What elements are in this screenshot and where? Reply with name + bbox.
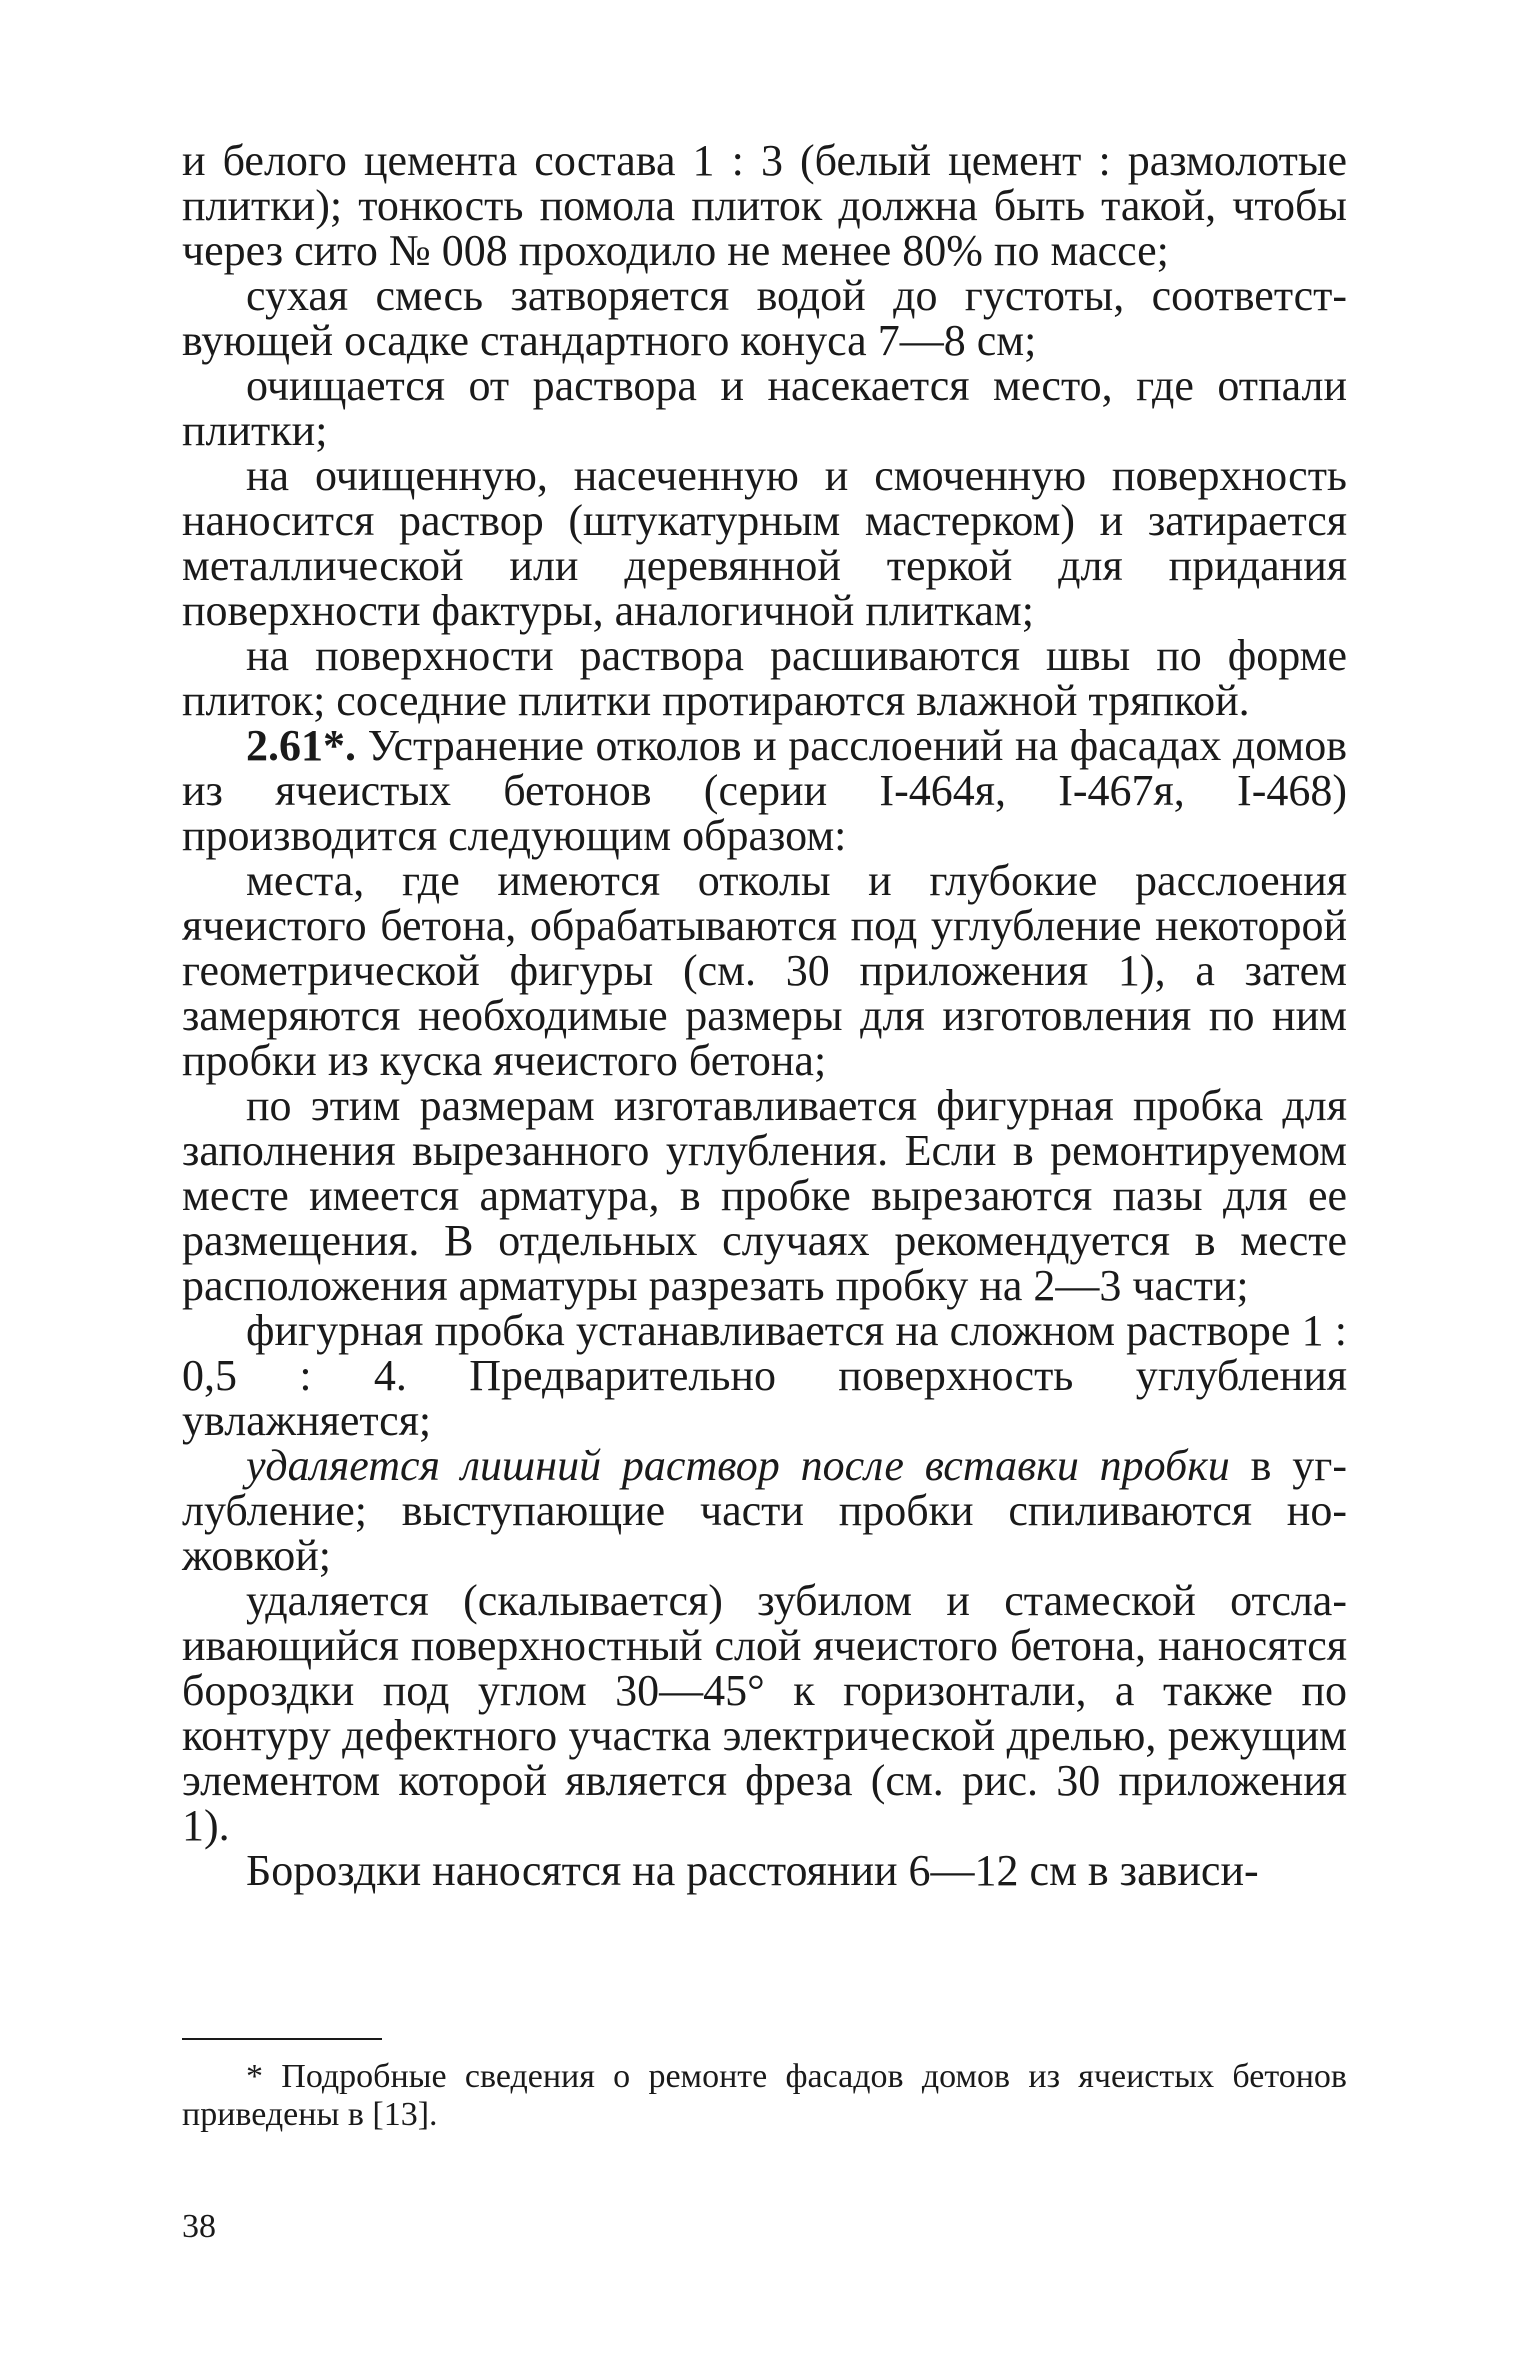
paragraph-4: на очищенную, насеченную и смоченную поверхность наносится раствор (штукатурным мастерком) и затирается металлической или деревянной теркой для придания поверхности фактуры, аналогичной плиткам; <box>182 451 1347 635</box>
paragraph-1: и белого цемента состава 1 : 3 (белый цемент : размолотые плитки); тонкость помола плиток должна быть такой, чтобы через сито № 008 проходило не менее 80% по массе; <box>182 136 1347 275</box>
paragraph-8: по этим размерам изготавливается фигурная пробка для заполнения вырезанного углубления. Если в ремонтируемом месте имеется арматура, в пробке вырезаются пазы для ее размещения. В отдельных случаях рекомендуется в месте расположения арматуры разрезать пробку на 2—3 части; <box>182 1081 1347 1310</box>
paragraph-5: на поверхности раствора расшиваются швы по форме плиток; соседние плитки протираются влажной тряпкой. <box>182 631 1347 725</box>
footnote: * Подробные сведения о ремонте фасадов домов из ячеистых бетонов приведены в [13]. <box>182 2058 1347 2133</box>
paragraph-10-text: в углубление; выступающие части пробки спиливаются ножовкой; <box>182 1441 1347 1580</box>
paragraph-9: фигурная пробка устанавливается на сложном растворе 1 : 0,5 : 4. Предварительно поверхность углубления увлажняется; <box>182 1306 1347 1445</box>
section-number: 2.61*. <box>246 721 356 770</box>
paragraph-7: места, где имеются отколы и глубокие расслоения ячеистого бетона, обрабатываются под углубление некоторой геометрической фигуры (см. 30 приложения 1), а затем замеряются необходимые размеры для изготовления по ним пробки из куска ячеистого бетона; <box>182 856 1347 1085</box>
paragraph-6 <box>182 723 1347 858</box>
page-number: 38 <box>182 2208 216 2245</box>
paragraph-6-text: Устранение отколов и расслоений на фасадах домов из ячеистых бетонов (серии I-464я, I-467я, I-468) производится следующим образом: <box>182 721 1347 860</box>
page-body <box>182 138 1347 1893</box>
paragraph-11: удаляется (скалывается) зубилом и стамеской отслаивающийся поверхностный слой ячеистого бетона, наносятся бороздки под углом 30—45° к горизонтали, а также по контуру дефектного участка электрической дрелью, режущим элементом которой является фреза (см. рис. 30 приложения 1). <box>182 1576 1347 1850</box>
paragraph-12: Бороздки наносятся на расстоянии 6—12 см в зависи- <box>246 1846 1259 1895</box>
footnote-divider <box>182 2038 382 2040</box>
paragraph-3: очищается от раствора и насекается место, где отпали плитки; <box>182 361 1347 455</box>
paragraph-10 <box>182 1443 1347 1578</box>
paragraph-10-italic: удаляется лишний раствор после вставки пробки <box>246 1441 1230 1490</box>
paragraph-2: сухая смесь затворяется водой до густоты, соответствующей осадке стандартного конуса 7—8 см; <box>182 271 1347 365</box>
